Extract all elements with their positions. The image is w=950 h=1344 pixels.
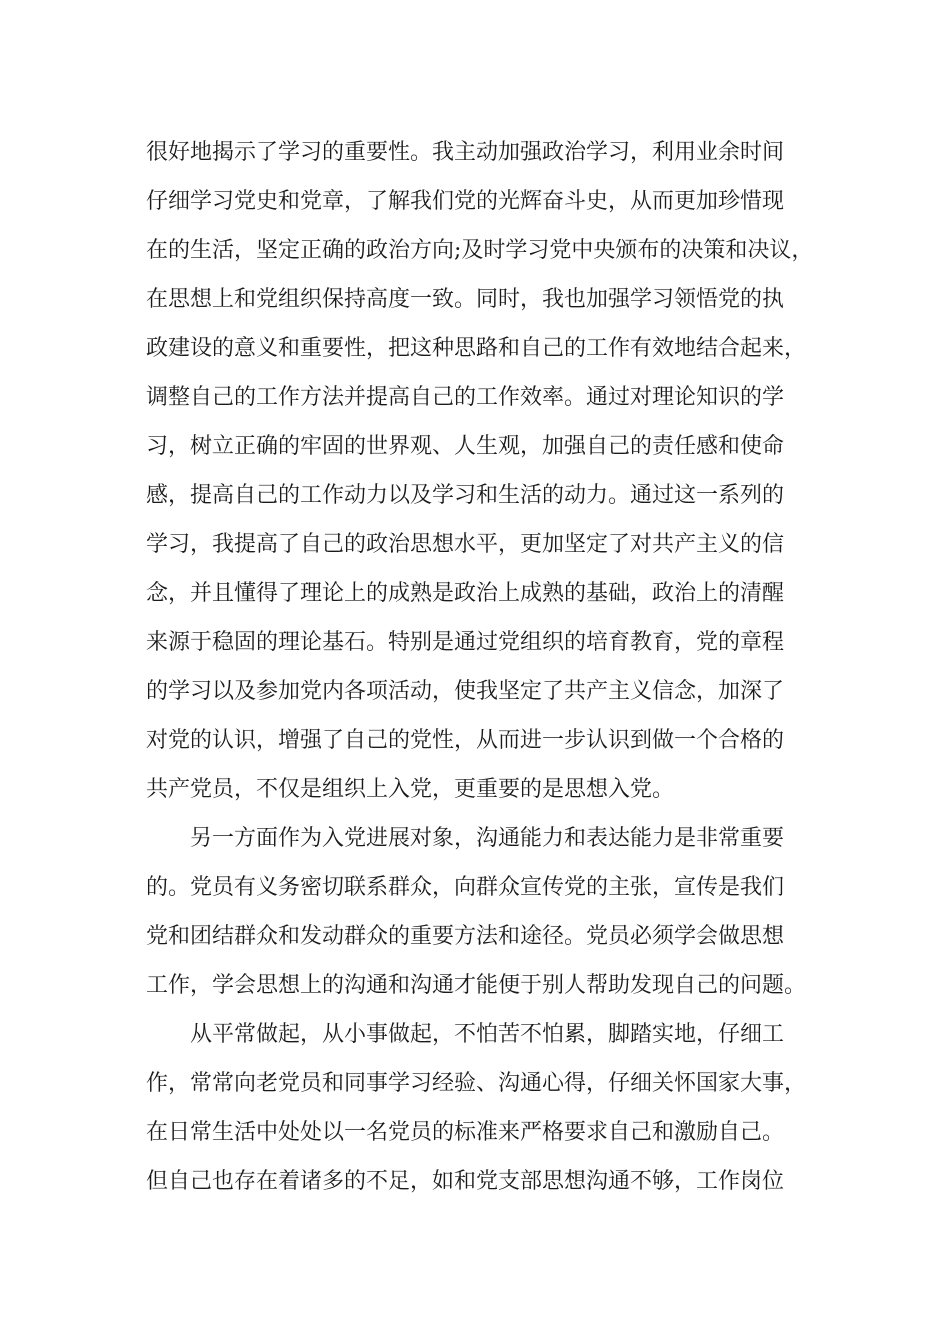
text-line: 的学习以及参加党内各项活动，使我坚定了共产主义信念，加深了 <box>146 679 785 704</box>
text-line: 党和团结群众和发动群众的重要方法和途径。党员必须学会做思想 <box>146 924 785 949</box>
text-line: 在的生活，坚定正确的政治方向;及时学习党中央颁布的决策和决议， <box>146 238 814 263</box>
text-line: 共产党员，不仅是组织上入党，更重要的是思想入党。 <box>146 777 675 802</box>
text-line: 的。党员有义务密切联系群众，向群众宣传党的主张，宣传是我们 <box>146 875 785 900</box>
text-line: 工作，学会思想上的沟通和沟通才能便于别人帮助发现自己的问题。 <box>146 973 807 998</box>
text-line: 但自己也存在着诸多的不足，如和党支部思想沟通不够，工作岗位 <box>146 1169 785 1194</box>
paragraph-start-line: 从平常做起，从小事做起，不怕苦不怕累，脚踏实地，仔细工 <box>190 1022 785 1047</box>
text-line: 习，树立正确的牢固的世界观、人生观，加强自己的责任感和使命 <box>146 434 785 459</box>
text-line: 调整自己的工作方法并提高自己的工作效率。通过对理论知识的学 <box>146 385 785 410</box>
text-line: 来源于稳固的理论基石。特别是通过党组织的培育教育，党的章程 <box>146 630 785 655</box>
text-line: 学习，我提高了自己的政治思想水平，更加坚定了对共产主义的信 <box>146 532 785 557</box>
text-line: 在思想上和党组织保持高度一致。同时，我也加强学习领悟党的执 <box>146 287 785 312</box>
text-line: 对党的认识，增强了自己的党性，从而进一步认识到做一个合格的 <box>146 728 785 753</box>
text-line: 政建设的意义和重要性，把这种思路和自己的工作有效地结合起来， <box>146 336 807 361</box>
paragraph-start-line: 另一方面作为入党进展对象，沟通能力和表达能力是非常重要 <box>190 826 785 851</box>
text-line: 仔细学习党史和党章，了解我们党的光辉奋斗史，从而更加珍惜现 <box>146 189 785 214</box>
text-line: 很好地揭示了学习的重要性。我主动加强政治学习，利用业余时间 <box>146 140 785 165</box>
text-line: 作，常常向老党员和同事学习经验、沟通心得，仔细关怀国家大事， <box>146 1071 807 1096</box>
text-line: 在日常生活中处处以一名党员的标准来严格要求自己和激励自己。 <box>146 1120 785 1145</box>
body-text <box>146 128 814 1206</box>
text-line: 念，并且懂得了理论上的成熟是政治上成熟的基础，政治上的清醒 <box>146 581 785 606</box>
text-line: 感，提高自己的工作动力以及学习和生活的动力。通过这一系列的 <box>146 483 785 508</box>
